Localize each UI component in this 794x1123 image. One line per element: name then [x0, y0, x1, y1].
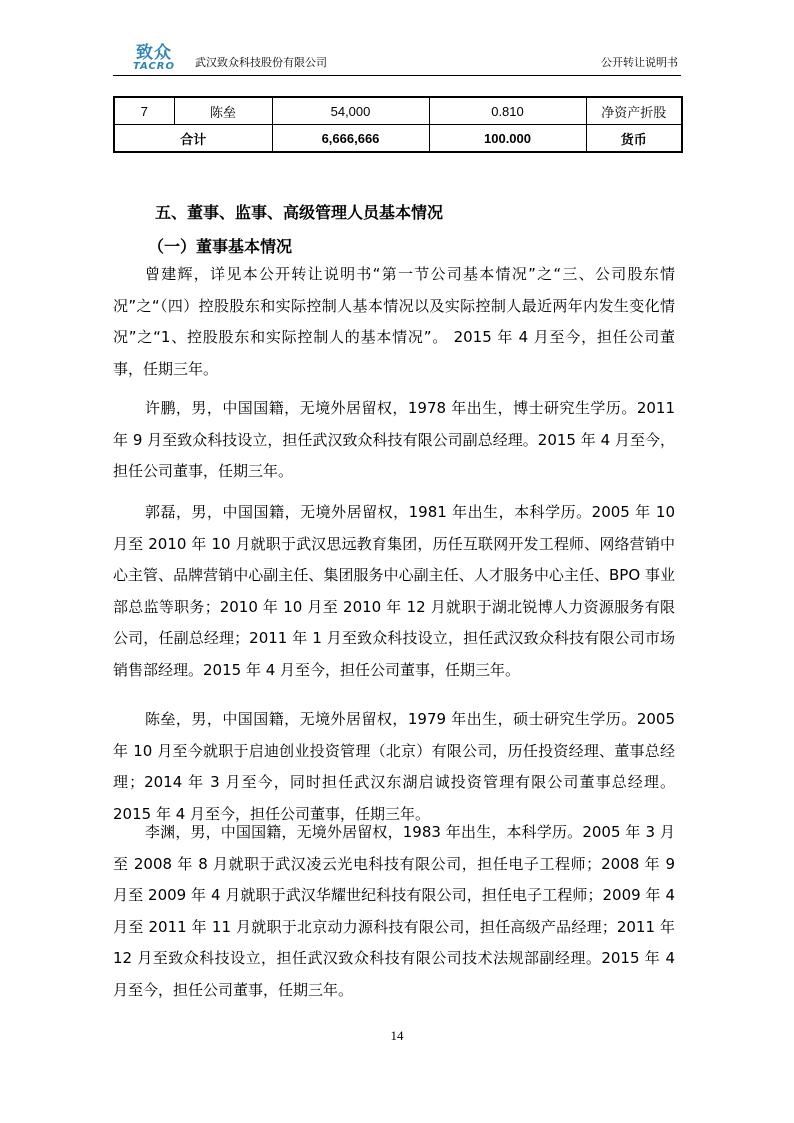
header-divider: [113, 75, 681, 76]
company-name: 武汉致众科技股份有限公司: [195, 56, 327, 69]
page-header: [113, 42, 681, 78]
table-total-row: [114, 125, 682, 153]
page-number: 14: [390, 1028, 404, 1043]
total-method: 货币: [586, 125, 682, 153]
contribution-method: 净资产折股: [586, 97, 682, 125]
logo-english-mark: TACRO: [132, 61, 176, 72]
total-shares: 6,666,666: [272, 125, 429, 153]
share-count: 54,000: [272, 97, 429, 125]
director-bio-paragraph: 陈垒，男，中国国籍，无境外居留权，1979 年出生，硕士研究生学历。2005 年 10 月至今就职于启迪创业投资管理（北京）有限公司，历任投资经理、董事总经理；2014 年 3 月至今，同时担任武汉东湖启诚投资管理有限公司董事总经理。2015 年 4 月至今，担任公司董事，任期三年。: [113, 710, 675, 823]
director-bio-paragraph: 郭磊，男，中国国籍，无境外居留权，1981 年出生，本科学历。2005 年 10 月至 2010 年 10 月就职于武汉思远教育集团，历任互联网开发工程师、网络营销中心主管、品牌营销中心副主任、集团服务中心副主任、人才服务中心主任、BPO 事业部总监等职务；2010 年 10 月至 2010 年 12 月就职于湖北锐博人力资源服务有限公司，任副总经理；2011 年 1 月至致众科技设立，担任武汉致众科技有限公司市场销售部经理。2015 年 4 月至今，担任公司董事，任期三年。: [113, 503, 675, 679]
total-ratio: 100.000: [429, 125, 586, 153]
share-ratio: 0.810: [429, 97, 586, 125]
logo-chinese-mark: 致众: [136, 43, 172, 63]
company-logo: [122, 44, 186, 74]
document-title: 公开转让说明书: [601, 56, 678, 69]
total-label: 合计: [114, 125, 272, 153]
section-heading: 五、董事、监事、高级管理人员基本情况: [155, 203, 444, 222]
shareholder-name: 陈垒: [174, 97, 272, 125]
shareholder-table: [113, 96, 683, 153]
director-bio-paragraph: 李渊，男，中国国籍，无境外居留权，1983 年出生，本科学历。2005 年 3 月至 2008 年 8 月就职于武汉凌云光电科技有限公司，担任电子工程师；2008 年 9 月至 2009 年 4 月就职于武汉华耀世纪科技有限公司，担任电子工程师；2009 年 4 月至 2011 年 11 月就职于北京动力源科技有限公司，担任高级产品经理；2011 年 12 月至致众科技设立，担任武汉致众科技有限公司技术法规部副经理。2015 年 4 月至今，担任公司董事，任期三年。: [113, 823, 675, 999]
director-bio-paragraph: 许鹏，男，中国国籍，无境外居留权，1978 年出生，博士研究生学历。2011 年 9 月至致众科技设立，担任武汉致众科技有限公司副总经理。2015 年 4 月至今，担任公司董事，任期三年。: [113, 399, 675, 481]
table-row: [114, 97, 682, 125]
row-number: 7: [114, 97, 174, 125]
director-bio-paragraph: 曾建辉，详见本公开转让说明书“第一节公司基本情况”之“三、公司股东情况”之“（四）控股股东和实际控制人基本情况以及实际控制人最近两年内发生变化情况”之“1、控股股东和实际控制人的基本情况”。 2015 年 4 月至今，担任公司董事，任期三年。: [113, 265, 675, 378]
subsection-heading: （一）董事基本情况: [148, 237, 293, 256]
